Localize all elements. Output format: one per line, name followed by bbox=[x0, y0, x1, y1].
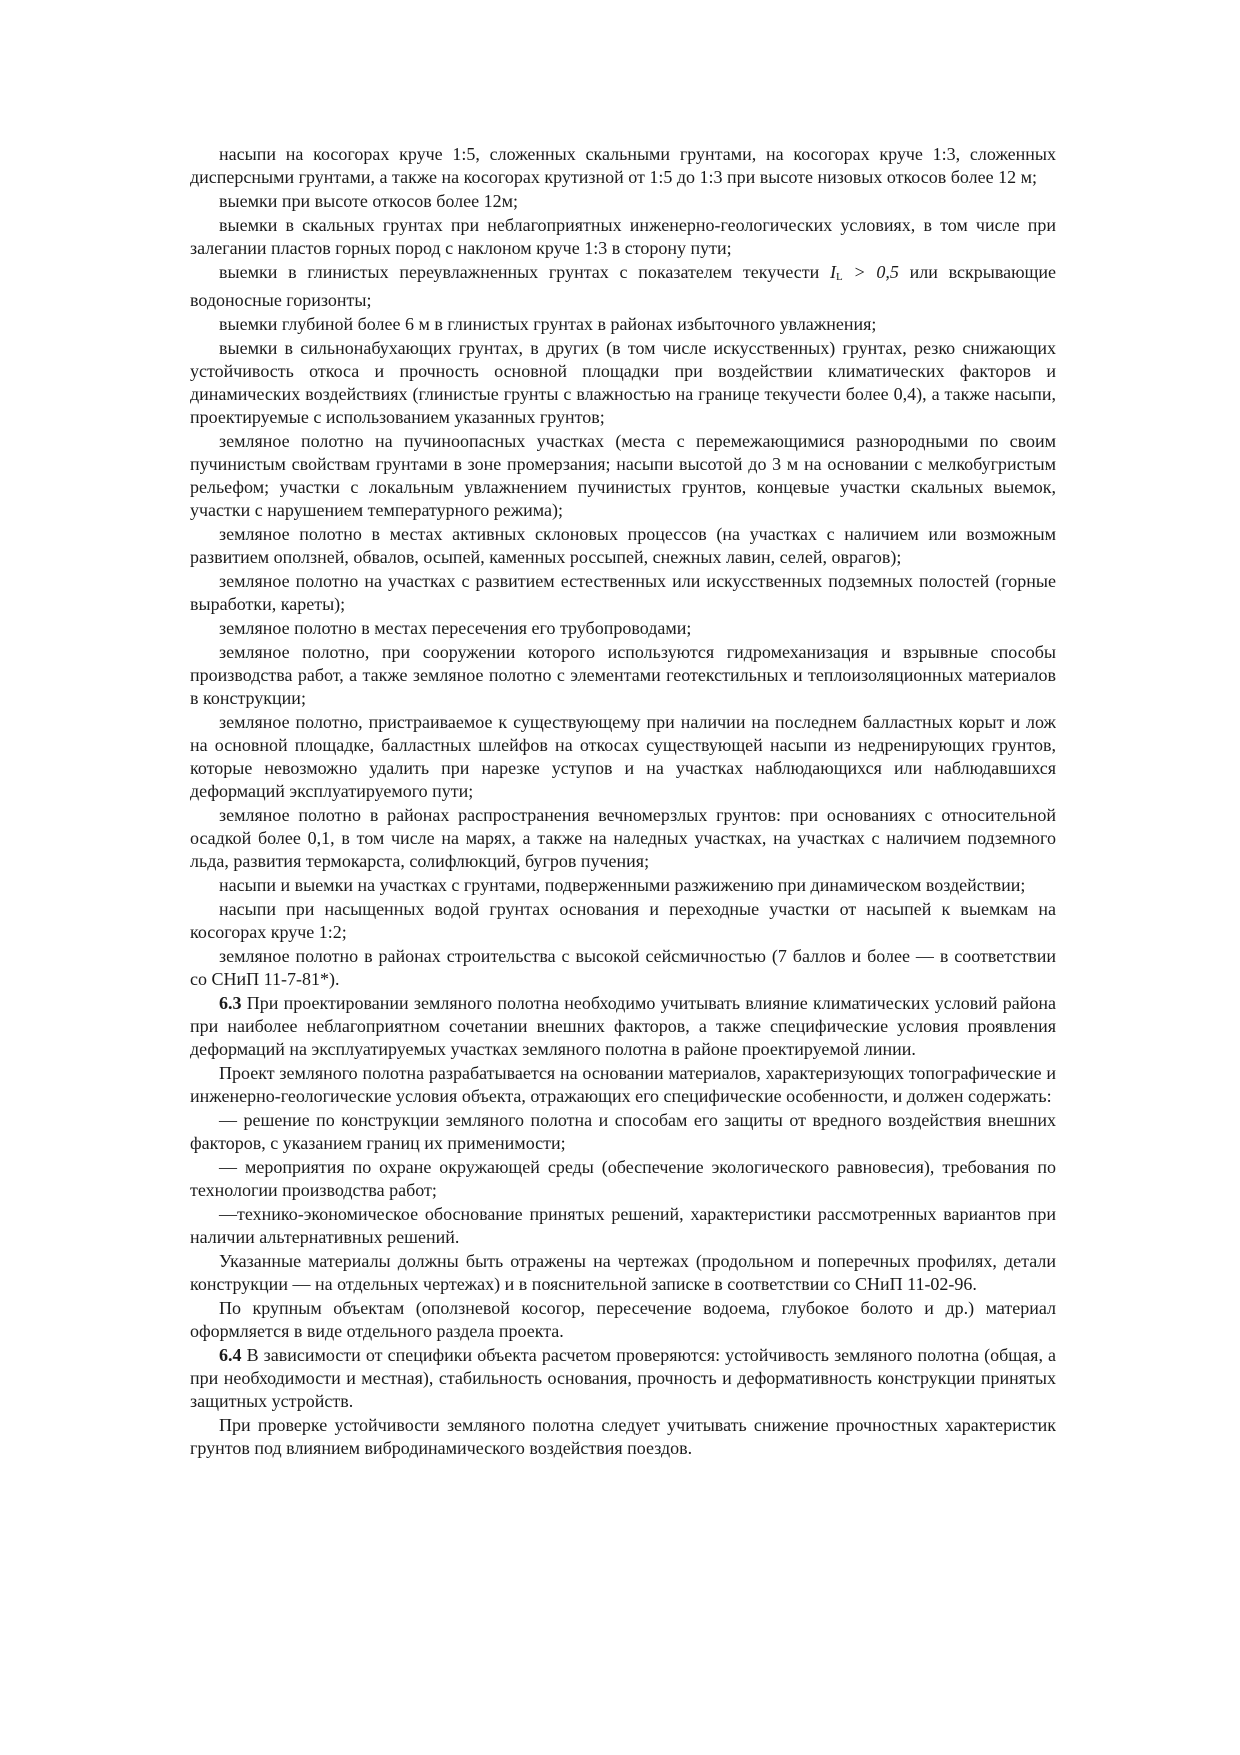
paragraph: земляное полотно в районах распространения вечномерзлых грунтов: при основаниях с относительной осадкой более 0,1, в том числе на марях, а также на наледных участках, на участках с наличием подземного льда, развития термокарста, солифлюкций, бугров пучения; bbox=[190, 805, 1056, 871]
paragraph: насыпи и выемки на участках с грунтами, подверженными разжижению при динамическом воздействии; bbox=[219, 875, 1026, 895]
paragraph: выемки при высоте откосов более 12м; bbox=[219, 191, 518, 211]
paragraph: земляное полотно на пучиноопасных участках (места с перемежающимися разнородными по своим пучинистым свойствам грунтами в зоне промерзания; насыпи высотой до 3 м на основании с мелкобугристым рельефом; участки с локальным увлажнением пучинистых грунтов, концевые участки скальных выемок, участки с нарушением температурного режима); bbox=[190, 431, 1056, 520]
paragraph: насыпи на косогорах круче 1:5, сложенных скальными грунтами, на косогорах круче 1:3, сложенных дисперсными грунтами, а также на косогорах крутизной от 1:5 до 1:3 при высоте низовых откосов более 12 м; bbox=[190, 144, 1056, 187]
paragraph: выемки глубиной более 6 м в глинистых грунтах в районах избыточного увлажнения; bbox=[219, 314, 877, 334]
section-6-4 bbox=[190, 1344, 1056, 1413]
document-page bbox=[190, 143, 1056, 1461]
paragraph-text: или вскрывающие водоносные горизонты; bbox=[190, 262, 1057, 310]
paragraph: выемки в сильнонабухающих грунтах, в других (в том числе искусственных) грунтах, резко снижающих устойчивость откоса и прочность основной площадки при воздействии климатических факторов и динамических воздействиях (глинистые грунты с влажностью на границе текучести более 0,4), а также насыпи, проектируемые с использованием указанных грунтов; bbox=[190, 338, 1056, 427]
section-6-3 bbox=[190, 992, 1056, 1061]
inequality: > 0,5 bbox=[842, 262, 899, 282]
paragraph: земляное полотно, при сооружении которого используются гидромеханизация и взрывные способы производства работ, а также земляное полотно с элементами геотекстильных и теплоизоляционных материалов в конструкции; bbox=[190, 642, 1056, 708]
paragraph: земляное полотно, пристраиваемое к существующему при наличии на последнем балластных корыт и лож на основной площадке, балластных шлейфов на откосах существующей насыпи из недренирующих грунтов, которые невозможно удалить при нарезке уступов и на участках наблюдающихся или наблюдавшихся деформаций эксплуатируемого пути; bbox=[190, 712, 1056, 801]
paragraph-fluidity-index bbox=[190, 261, 1056, 312]
paragraph: Указанные материалы должны быть отражены на чертежах (продольном и поперечных профилях, детали конструкции — на отдельных чертежах) и в пояснительной записке в соответствии со СНиП 11-02-96. bbox=[190, 1251, 1056, 1294]
variable-i: I bbox=[830, 262, 836, 282]
paragraph: земляное полотно на участках с развитием естественных или искусственных подземных полостей (горные выработки, кареты); bbox=[190, 571, 1056, 614]
section-number: 6.3 bbox=[219, 993, 242, 1013]
paragraph-text: выемки в глинистых переувлажненных грунтах с показателем текучести bbox=[219, 262, 830, 282]
paragraph: земляное полотно в районах строительства с высокой сейсмичностью (7 баллов и более — в соответствии со СНиП 11-7-81*). bbox=[190, 946, 1056, 989]
paragraph: земляное полотно в местах пересечения его трубопроводами; bbox=[219, 618, 692, 638]
paragraph: земляное полотно в местах активных склоновых процессов (на участках с наличием или возможным развитием оползней, обвалов, осыпей, каменных россыпей, снежных лавин, селей, оврагов); bbox=[190, 524, 1056, 567]
paragraph: По крупным объектам (оползневой косогор, пересечение водоема, глубокое болото и др.) материал оформляется в виде отдельного раздела проекта. bbox=[190, 1298, 1056, 1341]
paragraph: — мероприятия по охране окружающей среды (обеспечение экологического равновесия), требования по технологии производства работ; bbox=[190, 1157, 1056, 1200]
paragraph: Проект земляного полотна разрабатывается на основании материалов, характеризующих топографические и инженерно-геологические условия объекта, отражающих его специфические особенности, и должен содержать: bbox=[190, 1063, 1056, 1106]
section-number: 6.4 bbox=[219, 1345, 242, 1365]
paragraph: —технико-экономическое обоснование принятых решений, характеристики рассмотренных вариантов при наличии альтернативных решений. bbox=[190, 1204, 1056, 1247]
variable-subscript: L bbox=[836, 271, 843, 283]
section-text: В зависимости от специфики объекта расчетом проверяются: устойчивость земляного полотна (общая, а при необходимости и местная), стабильность основания, прочность и деформативность конструкции принятых защитных устройств. bbox=[190, 1345, 1056, 1411]
paragraph: — решение по конструкции земляного полотна и способам его защиты от вредного воздействия внешних факторов, с указанием границ их применимости; bbox=[190, 1110, 1056, 1153]
paragraph: выемки в скальных грунтах при неблагоприятных инженерно-геологических условиях, в том числе при залегании пластов горных пород с наклоном круче 1:3 в сторону пути; bbox=[190, 215, 1056, 258]
paragraph: насыпи при насыщенных водой грунтах основания и переходные участки от насыпей к выемкам на косогорах круче 1:2; bbox=[190, 899, 1056, 942]
paragraph: При проверке устойчивости земляного полотна следует учитывать снижение прочностных характеристик грунтов под влиянием вибродинамического воздействия поездов. bbox=[190, 1415, 1056, 1458]
section-text: При проектировании земляного полотна необходимо учитывать влияние климатических условий района при наиболее неблагоприятном сочетании внешних факторов, а также специфические условия проявления деформаций на эксплуатируемых участках земляного полотна в районе проектируемой линии. bbox=[190, 993, 1056, 1059]
